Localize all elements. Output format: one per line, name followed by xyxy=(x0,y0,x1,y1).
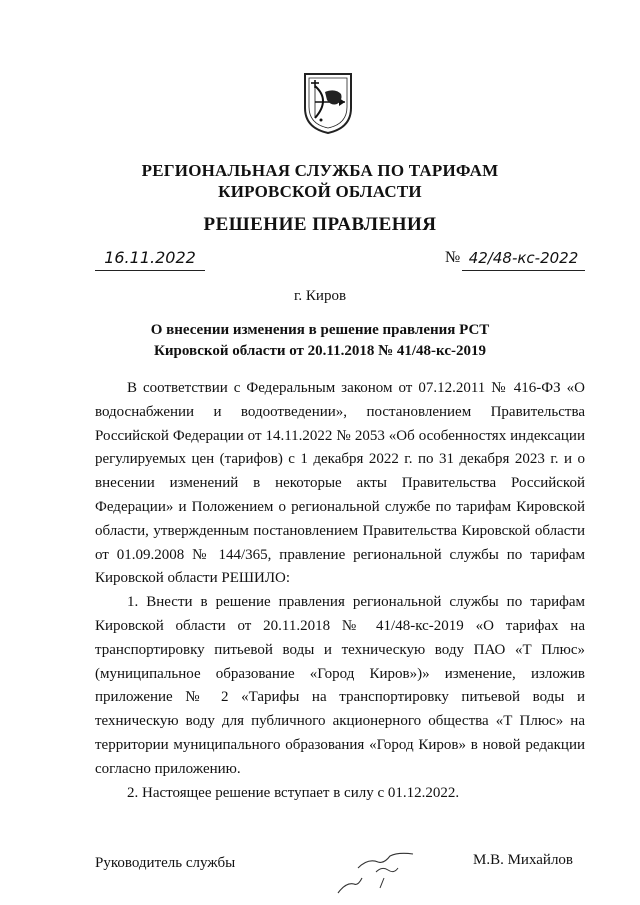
item-1-paragraph: 1. Внести в решение правления региональной службы по тарифам Кировской области от 20.11.2018 № 41/48-кс-2019 «О тарифах на транспортировку питьевой воды и техническую воду ПАО «Т Плюс» (муниципальное образование «Город Киров»)» изменение, изложив приложение № 2 «Тарифы на транспортировку питьевой воды и техническую воду для публичного акционерного общества «Т Плюс» на территории муниципального образования «Город Киров» в новой редакции согласно приложению. xyxy=(95,594,585,777)
organization-region: КИРОВСКОЙ ОБЛАСТИ xyxy=(218,182,422,201)
intro-paragraph: В соответствии с Федеральным законом от 07.12.2011 № 416-ФЗ «О водоснабжении и водоотведении», постановлением Правительства Российской Федерации от 14.11.2022 № 2053 «Об особенностях индексации регулируемых цен (тарифов) с 1 декабря 2022 г. по 31 декабря 2023 г. и о внесении изменений в некоторые акты Правительства Российской Федерации» и Положением о региональной службе по тарифам Кировской области, утвержденным постановлением Правительства Кировской области от 01.09.2008 № 144/365, правление региональной службы по тарифам Кировской области РЕШИЛО: xyxy=(95,380,585,587)
signer-name: М.В. Михайлов xyxy=(473,852,574,868)
item-2-paragraph: 2. Настоящее решение вступает в силу с 01.12.2022. xyxy=(127,784,460,801)
city: г. Киров xyxy=(293,288,347,304)
handwritten-signature-icon xyxy=(318,838,438,898)
document-date: 16.11.2022 xyxy=(95,246,205,271)
document-body xyxy=(95,377,585,805)
number-label: № xyxy=(445,249,461,266)
document-type-title: РЕШЕНИЕ ПРАВЛЕНИЯ xyxy=(203,214,437,235)
document-subject: О внесении изменения в решение правления РСТ Кировской области от 20.11.2018 № 41/48-кс-2019 xyxy=(150,322,490,359)
organization-name: РЕГИОНАЛЬНАЯ СЛУЖБА ПО ТАРИФАМ xyxy=(141,161,499,180)
kirov-coat-of-arms-icon xyxy=(301,70,355,136)
signer-role: Руководитель службы xyxy=(95,855,236,871)
document-number: 42/48-кс-2022 xyxy=(462,246,585,271)
